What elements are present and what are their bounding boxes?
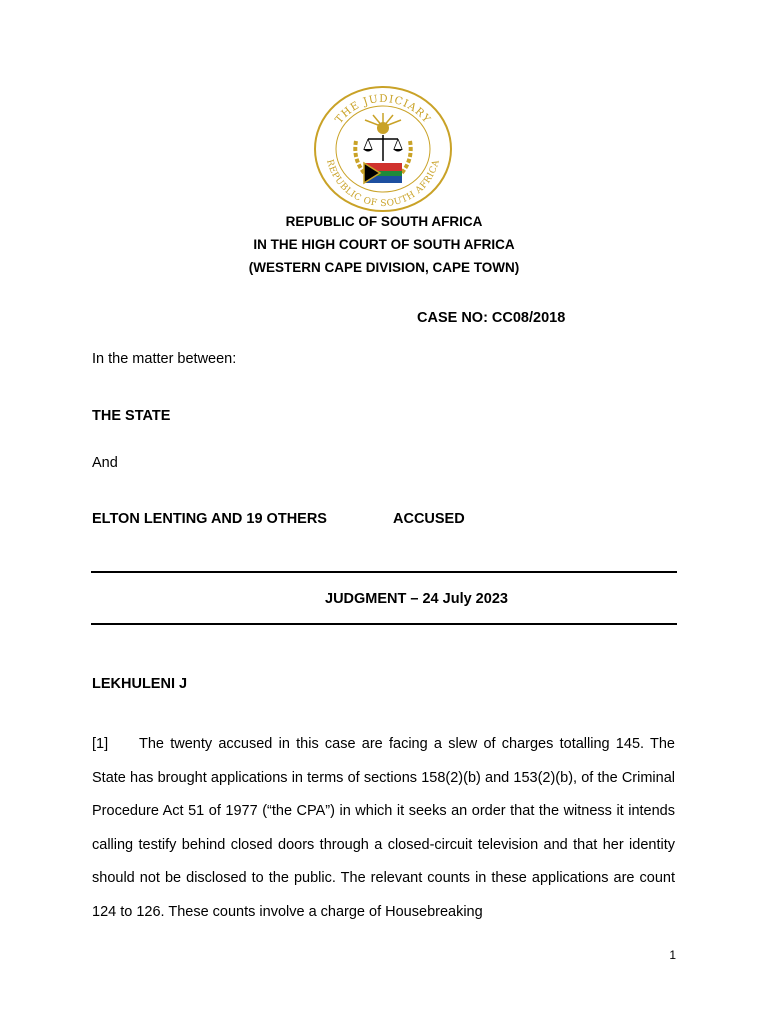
paragraph-1 [92,728,675,930]
case-number: CASE NO: CC08/2018 [417,310,566,326]
party-accused-role: ACCUSED [393,511,465,527]
header-court: IN THE HIGH COURT OF SOUTH AFRICA [253,237,515,252]
party-accused: ELTON LENTING AND 19 OTHERS [92,511,327,527]
header-division: (WESTERN CAPE DIVISION, CAPE TOWN) [248,260,520,275]
judiciary-seal-logo [308,83,458,213]
seal-top-text: THE JUDICIARY [332,92,434,126]
paragraph-text: The twenty accused in this case are facing a slew of charges totalling 145. The State has brought applications in terms of sections 158(2)(b) and 153(2)(b), of the Criminal Procedure Act 51 of 1977 (“the CPA”) in which it seeks an order that the witness it intends calling testify behind closed doors through a closed-circuit television and that her identity should not be disclosed to the public. The relevant counts in these applications are count 124 to 126. These counts involve a charge of Housebreaking [92,736,675,920]
divider-top [91,571,677,573]
divider-bottom [91,623,677,625]
party-state: THE STATE [92,408,171,424]
party-conjunction: And [92,455,118,471]
seal-bottom-text: REPUBLIC OF SOUTH AFRICA [324,158,442,210]
paragraph-number: [1] [92,736,109,752]
matter-between-label: In the matter between: [92,351,237,367]
judgment-title: JUDGMENT – 24 July 2023 [325,591,508,607]
page-number: 1 [669,948,676,962]
header-republic: REPUBLIC OF SOUTH AFRICA [285,214,483,229]
judge-name: LEKHULENI J [92,676,188,692]
